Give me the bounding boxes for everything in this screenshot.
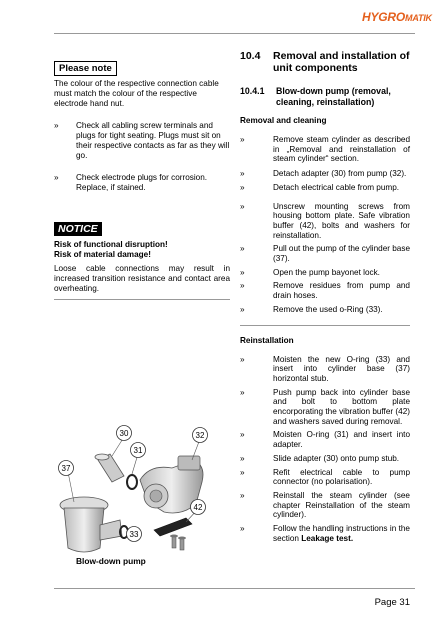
list-item: » Refit electrical cable to pump connector (no polarisation).	[240, 467, 410, 487]
figure-caption: Blow-down pump	[76, 556, 146, 566]
left-column	[54, 58, 230, 300]
note-text: The colour of the respective connection cable must match the colour of the respective electrode hand nut.	[54, 79, 219, 108]
notice-text: Loose cable connections may result in increased transition resistance and contact area overheating.	[54, 264, 230, 293]
callout-label: 30	[119, 429, 129, 438]
notice-badge: NOTICE	[54, 222, 102, 236]
callout-label: 31	[133, 446, 143, 455]
section-heading: 10.4 Removal and installation of unit components	[240, 50, 410, 74]
list-item: » Detach electrical cable from pump.	[240, 182, 400, 192]
list-item: » Remove steam cylinder as described in „Removal and reinstallation of steam cylinder“ section.	[240, 135, 410, 164]
list-item: » Detach adapter (30) from pump (32).	[240, 169, 407, 179]
list-item: » Slide adapter (30) onto pump stub.	[240, 453, 400, 463]
list-item: » Pull out the pump of the cylinder base (37).	[240, 244, 410, 264]
subsection-heading: 10.4.1 Blow-down pump (removal, cleaning, reinstallation)	[240, 86, 391, 107]
list-item: » Push pump back into cylinder base and bolt to bottom plate encorporating the vibration buffer (42) and washers saved during removal.	[240, 387, 410, 426]
blow-down-pump-figure	[54, 420, 230, 570]
callout-label: 42	[193, 503, 203, 512]
list-item: » Remove residues from pump and drain hoses.	[240, 281, 410, 301]
list-item: » Check electrode plugs for corrosion. Replace, if stained.	[54, 173, 208, 192]
notice-title-1: Risk of functional disruption!	[54, 240, 168, 249]
removal-heading: Removal and cleaning	[240, 116, 327, 125]
list-item: » Check all cabling screw terminals and plugs for tight seating. Plugs must sit on their respective contacts as far as they will go.	[54, 121, 230, 160]
list-item: » Reinstall the steam cylinder (see chapter Reinstallation of the steam cylinder).	[240, 490, 410, 520]
page-number: Page 31	[374, 597, 410, 608]
list-item: » Open the pump bayonet lock.	[240, 267, 380, 277]
notice-title-2: Risk of material damage!	[54, 250, 151, 259]
callout-label: 32	[195, 431, 205, 440]
list-item: » Moisten the new O-ring (33) and insert into cylinder base (37) horizontal stub.	[240, 354, 410, 383]
callout-label: 33	[129, 530, 139, 539]
callout-label: 37	[61, 464, 71, 473]
list-item: » Moisten O-ring (31) and insert into adapter.	[240, 430, 410, 450]
please-note-label: Please note	[54, 61, 117, 76]
footer-rule	[54, 588, 415, 589]
brand-logo: HYGROMATIK	[362, 10, 432, 24]
notice-divider	[54, 299, 230, 300]
list-item: » Unscrew mounting screws from housing bottom plate. Safe vibration buffer (42), bolts and washers for reinstallation.	[240, 201, 410, 240]
right-column	[240, 50, 410, 544]
pump-exploded-diagram	[54, 420, 230, 570]
header-rule	[54, 33, 415, 34]
reinstallation-heading: Reinstallation	[240, 335, 294, 345]
list-item: » Remove the used o-Ring (33).	[240, 304, 383, 314]
list-item: » Follow the handling instructions in the section Leakage test.	[240, 524, 410, 543]
